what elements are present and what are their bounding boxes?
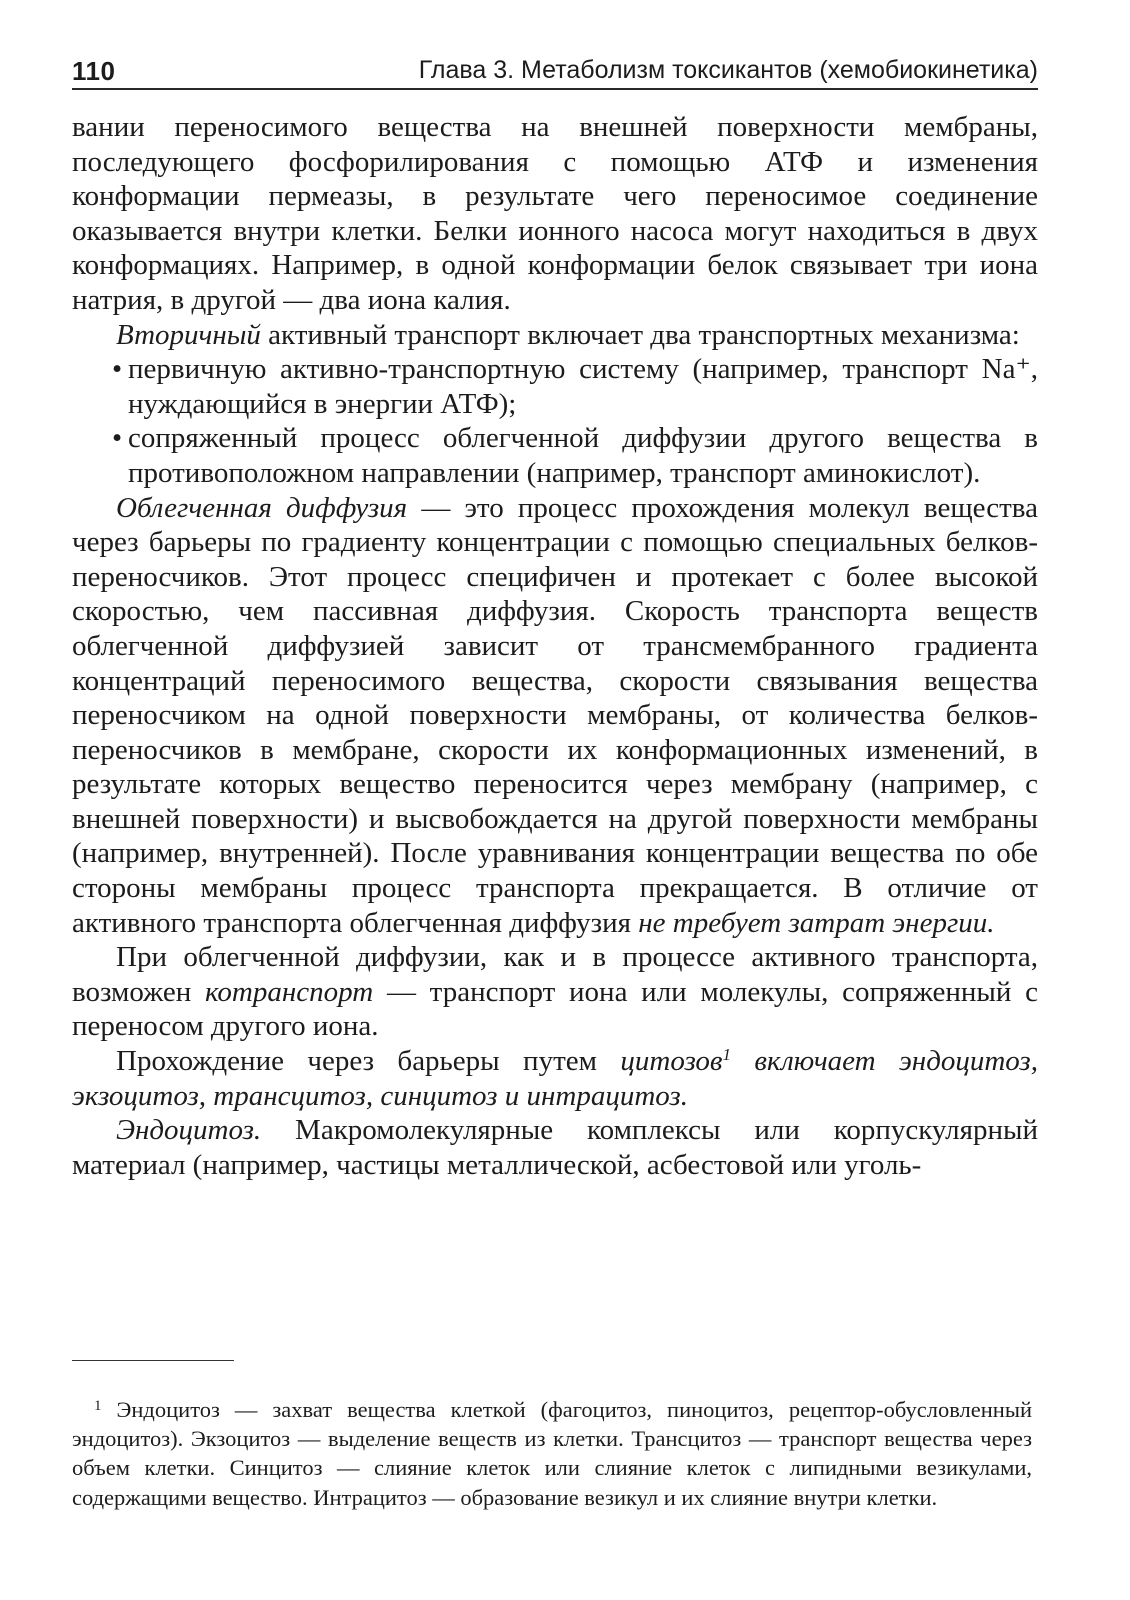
page-number: 110 bbox=[72, 56, 116, 86]
term-cytoses: цитозов bbox=[620, 1045, 723, 1078]
term-facilitated-diffusion: Облегченная диффузия bbox=[116, 491, 408, 524]
footnote-reference[interactable]: 1 bbox=[722, 1045, 731, 1065]
emphasis-no-energy: не требует затрат энергии. bbox=[638, 906, 995, 939]
bullet-icon: • bbox=[112, 353, 123, 386]
running-title: Глава 3. Метаболизм токсикантов (хемобиокинетика) bbox=[418, 56, 1038, 84]
paragraph-5 bbox=[72, 1044, 1038, 1113]
paragraph-4-after: — транспорт иона или молекулы, сопряженный с переносом другого иона. bbox=[72, 975, 1038, 1043]
footnote-mark: 1 bbox=[94, 1397, 102, 1414]
list-item bbox=[72, 421, 1038, 490]
paragraph-5-after: включает эндоцитоз, экзоцитоз, трансцитоз, синцитоз и интрацитоз. bbox=[72, 1045, 1038, 1112]
bullet-icon: • bbox=[112, 422, 123, 455]
paragraph-5-before: Прохождение через барьеры путем bbox=[116, 1045, 621, 1078]
paragraph-3-text: — это процесс прохождения молекул вещества через барьеры по градиенту концентрации с помощью специальных белков-переносчиков. Этот процесс специфичен и протекает с более высокой скоростью, чем пассивная диффузия. Скорость транспорта веществ облегченной диффузией зависит от трансмембранного градиента концентраций переносимого вещества, скорости связывания вещества переносчиком на одной поверхности мембраны, от количества белков-переносчиков в мембране, скорости их конформационных изменений, в результате которых вещество переносится через мембрану (например, с внешней поверхности) и высвобождается на другой поверхности мембраны (например, внутренней). После уравнивания концентрации вещества по обе стороны мембраны процесс транспорта прекращается. В отличие от активного транспорта облегченная диффузия bbox=[72, 491, 1038, 939]
paragraph-4 bbox=[72, 940, 1038, 1044]
footnote bbox=[72, 1395, 1032, 1513]
paragraph-4-before: При облегченной диффузии, как и в процессе активного транспорта, возможен bbox=[72, 941, 1038, 1008]
list-item bbox=[72, 352, 1038, 421]
term-secondary-transport: Вторичный bbox=[116, 318, 261, 351]
term-cotransport: котранспорт bbox=[204, 975, 374, 1008]
paragraph-2-text: активный транспорт включает два транспортных механизма: bbox=[260, 318, 1020, 351]
paragraph-6 bbox=[72, 1113, 1038, 1182]
list-item-text: первичную активно-транспортную систему (например, транспорт Na⁺, нуждающийся в энергии АТФ); bbox=[128, 353, 1038, 420]
mechanism-list bbox=[72, 352, 1038, 490]
paragraph-6-text: Макромолекулярные комплексы или корпускулярный материал (например, частицы металлической, асбестовой или уголь- bbox=[72, 1114, 1038, 1181]
page-header bbox=[72, 52, 1038, 90]
paragraph-2 bbox=[72, 318, 1038, 353]
list-item-text: сопряженный процесс облегченной диффузии другого вещества в противоположном направлении (например, транспорт аминокислот). bbox=[128, 422, 1038, 489]
footnote-divider bbox=[72, 1360, 234, 1361]
paragraph-3 bbox=[72, 491, 1038, 941]
main-text bbox=[72, 110, 1038, 1182]
term-endocytosis: Эндоцитоз. bbox=[116, 1114, 262, 1147]
paragraph-1: вании переносимого вещества на внешней поверхности мембраны, последующего фосфорилирования с помощью АТФ и изменения конформации пермеазы, в результате чего переносимое соединение оказывается внутри клетки. Белки ионного насоса могут находиться в двух конформациях. Например, в одной конформации белок связывает три иона натрия, в другой — два иона калия. bbox=[72, 111, 1038, 316]
footnote-text: Эндоцитоз — захват вещества клеткой (фагоцитоз, пиноцитоз, рецептор-обусловленный эндоцитоз). Экзоцитоз — выделение веществ из клетки. Трансцитоз — транспорт вещества через объем клетки. Синцитоз — слияние клеток или слияние клеток с липидными везикулами, содержащими вещество. Интрацитоз — образование везикул и их слияние внутри клетки. bbox=[72, 1396, 1032, 1510]
